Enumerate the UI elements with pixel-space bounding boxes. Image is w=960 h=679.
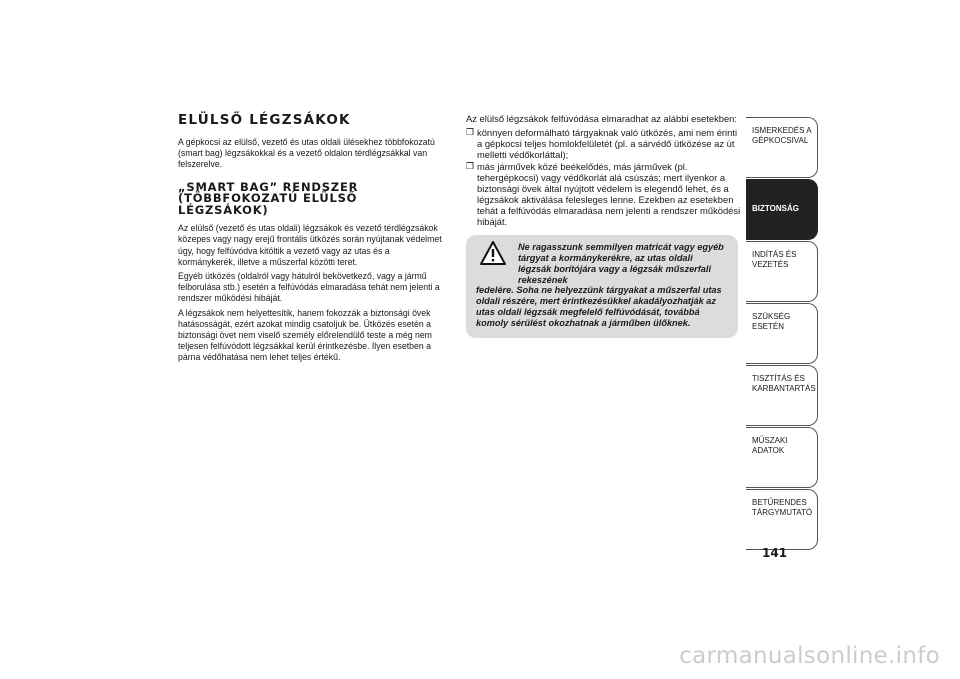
tab-inditas[interactable]: INDÍTÁS ÉS VEZETÉS bbox=[746, 241, 818, 302]
tab-tisztitas[interactable]: TISZTÍTÁS ÉS KARBANTARTÁS bbox=[746, 365, 818, 426]
watermark: carmanualsonline.info bbox=[679, 643, 940, 669]
paragraph-1: Az elülső (vezető és utas oldali) légzsákok és vezető térdlégzsákok közepes vagy nagy erejű frontális ütközés során nyújtanak védelmet úgy, hogy felfúvódva kitöltik a vezető vagy az utas és a kormánykerék, illetve a műszerfal közötti teret. bbox=[178, 222, 442, 267]
list-item-text: könnyen deformálható tárgyaknak való ütközés, ami nem érinti a gépkocsi teljes homlokfelületét (pl. a sárvédő ütközése az út melletti védőkorláttal); bbox=[477, 127, 738, 161]
list-item bbox=[466, 127, 742, 160]
warning-box bbox=[466, 235, 738, 337]
right-column bbox=[466, 113, 742, 338]
tab-biztonsag-label: BIZTONSÁG bbox=[752, 204, 799, 213]
paragraph-2: Egyéb ütközés (oldalról vagy hátulról bekövetkező, vagy a jármű felborulása stb.) esetén a felfúvódás elmaradása tehát nem jelenti a rendszer működési hibáját. bbox=[178, 269, 440, 304]
checkbox-bullet-icon: ❐ bbox=[466, 127, 475, 138]
intro-paragraph: A gépkocsi az elülső, vezető és utas oldali ülésekhez többfokozatú (smart bag) légzsákokkal és a vezető oldalon térdlégzsákkal van felszerelve. bbox=[178, 136, 435, 170]
warning-triangle-icon bbox=[480, 241, 506, 265]
warning-lead: Ne ragasszunk semmilyen matricát vagy egyéb tárgyat a kormánykerékre, az utas oldali légzsák borítójára vagy a légzsák műszerfali rekeszének bbox=[518, 242, 724, 285]
tab-muszaki[interactable]: MŰSZAKI ADATOK bbox=[746, 427, 818, 488]
paragraph-3: A légzsákok nem helyettesítik, hanem fokozzák a biztonsági övek hatásosságát, ezért azokat mindig csatoljuk be. Ütközés esetén a biztonsági övet nem viselő személy előrelendülő teste a még nem teljesen felfúvódott légzsákkal kerül érintkezésbe. Ilyen esetben a párna védőhatása nem lehet teljes értékű. bbox=[178, 306, 432, 363]
tab-szukseg[interactable]: SZÜKSÉG ESETÉN bbox=[746, 303, 818, 364]
subsection-title: „SMART BAG” RENDSZER (TÖBBFOKOZATÚ ELÜLSŐ LÉGZSÁKOK) bbox=[178, 179, 359, 217]
chapter-tabs bbox=[746, 117, 818, 551]
tab-biztonsag[interactable] bbox=[746, 179, 818, 240]
tab-ismerkedes[interactable]: ISMERKEDÉS A GÉPKOCSIVAL bbox=[746, 117, 818, 178]
bullet-list bbox=[466, 127, 742, 227]
list-item-text: más járművek közé beékelődés, más járművek (pl. tehergépkocsi) vagy védőkorlát alá csúszás; mert ilyenkor a biztonsági övek által nyújtott védelem is elegendő lehet, és a légzsákok aktiválása felesleges lenne. Ezekben az esetekben tehát a felfúvódás elmaradása nem jelenti a rendszer működési hibáját. bbox=[477, 161, 741, 228]
section-title: ELÜLSŐ LÉGZSÁKOK bbox=[178, 112, 351, 128]
checkbox-bullet-icon: ❐ bbox=[466, 161, 475, 172]
page-number: 141 bbox=[762, 546, 788, 560]
right-intro: Az elülső légzsákok felfúvódása elmaradhat az alábbi esetekben: bbox=[466, 113, 738, 124]
warning-rest: fedelére. Soha ne helyezzünk tárgyakat a műszerfal utas oldali részére, mert érintkezésükkel akadályozhatják az utas oldali légzsák megfelelő felfúvódását, továbbá komoly sérülést okozhatnak a járműben ülőknek. bbox=[476, 285, 722, 328]
warning-text bbox=[476, 242, 728, 328]
left-column bbox=[178, 113, 450, 366]
tab-betu[interactable]: BETŰRENDES TÁRGYMUTATÓ bbox=[746, 489, 818, 550]
list-item bbox=[466, 161, 742, 227]
